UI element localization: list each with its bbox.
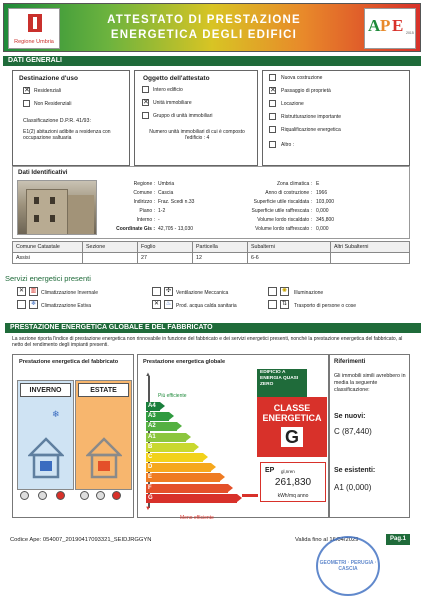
- ep-unit: kWh/mq anno: [277, 493, 309, 499]
- energy-class-bar-tip: [169, 412, 174, 420]
- energy-class-bar: D: [146, 463, 211, 472]
- estate-panel: [75, 380, 132, 490]
- house-summer-icon: [86, 437, 122, 479]
- lightbulb-icon: ✺: [281, 288, 288, 294]
- professional-stamp: [316, 536, 380, 596]
- locazione-checkbox[interactable]: [269, 100, 276, 107]
- piano-label: Piano :: [139, 208, 155, 214]
- energy-class-bar: E: [146, 473, 220, 482]
- vol-raff-value: 0,000: [316, 226, 329, 232]
- passaggio-proprieta-label: Passaggio di proprietà: [281, 88, 331, 94]
- riferimenti-panel: [329, 354, 410, 518]
- classe-label: CLASSE ENERGETICA: [262, 403, 322, 423]
- section-prestazione: PRESTAZIONE ENERGETICA GLOBALE E DEL FABBRICATO: [5, 323, 421, 333]
- motivo-box: [262, 70, 410, 166]
- non-residenziali-label: Non Residenziali: [34, 101, 72, 107]
- catasto-cell: 27: [138, 253, 193, 264]
- photo-window: [34, 215, 39, 222]
- ristrutturazione-label: Ristrutturazione importante: [281, 114, 342, 120]
- ape-year: 2015: [406, 31, 414, 35]
- ventilazione-label: Ventilazione Meccanica: [176, 290, 229, 296]
- altro-checkbox[interactable]: [269, 141, 276, 148]
- anno-value: 1966: [316, 190, 328, 196]
- sup-risc-value: 103,000: [316, 199, 335, 205]
- meno-efficiente-label: Meno efficiente: [180, 515, 214, 521]
- photo-window: [34, 197, 39, 204]
- unita-immobiliare-label: Unità immobiliare: [153, 100, 192, 106]
- catasto-header-cell: Foglio: [138, 242, 193, 253]
- photo-window: [78, 207, 83, 214]
- comune-label: Comune :: [133, 190, 155, 196]
- vol-raff-label: Volume lordo raffrescato :: [255, 226, 312, 232]
- interno-label: Interno :: [136, 217, 155, 223]
- destinazione-box: [12, 70, 130, 166]
- energy-class-bar: C: [146, 453, 203, 462]
- energy-class-bar: A3: [146, 412, 169, 421]
- fabbricato-title: Prestazione energetica del fabbricato: [19, 359, 119, 365]
- energy-class-bar-tip: [220, 473, 225, 481]
- acqua-calda-checkbox[interactable]: ✕: [153, 301, 160, 307]
- energy-class-bar: A1: [146, 433, 186, 442]
- energy-class-bar: A2: [146, 422, 177, 431]
- classe-value: G: [281, 427, 303, 447]
- snowflake-icon: ❄: [52, 409, 60, 419]
- residenziali-label: Residenziali: [34, 88, 61, 94]
- globale-title: Prestazione energetica globale: [143, 359, 226, 365]
- clima-estiva-checkbox[interactable]: [17, 300, 26, 309]
- estate-label: ESTATE: [78, 383, 129, 397]
- catasto-table: [12, 241, 410, 264]
- catasto-header-row: [13, 242, 410, 253]
- arrow-down-icon: ▼: [145, 506, 151, 512]
- classificazione-value: E1(2) abitazioni adibite a residenza con occupazione saltuaria: [23, 129, 111, 141]
- coordinate-label: Coordinate Gis :: [116, 226, 155, 232]
- sup-risc-label: Superficie utile riscaldata :: [253, 199, 312, 205]
- sup-raff-label: Superficie utile raffrescata :: [251, 208, 312, 214]
- acqua-calda-label: Prod. acqua calda sanitaria: [176, 303, 237, 309]
- energy-class-bar-tip: [194, 443, 199, 451]
- catasto-header-cell: Altri Subalterni: [331, 242, 410, 253]
- ape-logo-p: P: [380, 16, 391, 35]
- title-line-1: ATTESTATO DI PRESTAZIONE: [107, 14, 301, 26]
- ape-logo: [364, 8, 416, 49]
- smiley-sad-icon: [112, 491, 121, 500]
- classificazione-label: Classificazione D.P.R. 41/93:: [23, 118, 91, 124]
- fan-icon: ✣: [165, 288, 172, 294]
- table-row: [13, 253, 410, 264]
- clima-invernale-label: Climatizzazione Invernale: [41, 290, 98, 296]
- riqualificazione-label: Riqualificazione energetica: [281, 127, 341, 133]
- non-residenziali-checkbox[interactable]: [23, 100, 30, 107]
- energy-class-bar-tip: [228, 484, 233, 492]
- header-banner: [3, 3, 421, 52]
- nuovi-label: Se nuovi:: [334, 413, 366, 420]
- gruppo-unita-label: Gruppo di unità immobiliari: [153, 113, 213, 119]
- riferimenti-title: Riferimenti: [334, 359, 366, 365]
- region-logo-label: Regione Umbria: [14, 39, 54, 45]
- catasto-cell: Assisi: [13, 253, 83, 264]
- numero-unita-text: Numero unità immobiliari di cui è composto l'edificio :: [149, 129, 245, 141]
- trasporto-checkbox[interactable]: [268, 300, 277, 309]
- energy-class-bar: F: [146, 484, 228, 493]
- intero-edificio-label: Intero edificio: [153, 87, 183, 93]
- coordinate-value: 42,705 - 13,030: [158, 226, 194, 232]
- building-photo: [17, 180, 97, 235]
- zona-label: Zona climatica :: [276, 181, 312, 187]
- riferimenti-text: Gli immobili simili avrebbero in media la seguente classificazione:: [334, 373, 406, 393]
- trasporto-label: Trasporto di persone o cose: [294, 303, 357, 309]
- catasto-header-cell: Subalterni: [248, 242, 331, 253]
- nzeb-box: EDIFICIO A ENERGIA QUASI ZERO: [257, 369, 307, 397]
- intero-edificio-checkbox[interactable]: [142, 86, 149, 93]
- vol-risc-value: 345,800: [316, 217, 335, 223]
- comune-value: Cascia: [158, 190, 174, 196]
- energy-class-bar-tip: [203, 453, 208, 461]
- clima-estiva-label: Climatizzazione Estiva: [41, 303, 92, 309]
- tap-icon: ♨: [165, 301, 172, 307]
- servizi-title: Servizi energetici presenti: [5, 274, 91, 283]
- indirizzo-label: Indirizzo :: [133, 199, 155, 205]
- nuova-costruzione-checkbox[interactable]: [269, 74, 276, 81]
- ventilazione-checkbox[interactable]: [152, 287, 161, 296]
- regione-value: Umbria: [158, 181, 175, 187]
- sup-raff-value: 0,000: [316, 208, 329, 214]
- codice-ape: Codice Ape: 054007_20190417093321_SEIDJRGGYN: [10, 537, 152, 543]
- esistenti-value: A1 (0,000): [334, 483, 372, 492]
- energy-class-bar-tip: [211, 463, 216, 471]
- catasto-header-cell: Comune Catastale: [13, 242, 83, 253]
- photo-window: [50, 197, 55, 204]
- page-number: Pag.1: [386, 534, 410, 545]
- catasto-header-cell: Sezione: [83, 242, 138, 253]
- energy-class-bar: A4: [146, 402, 160, 411]
- inverno-panel: [17, 380, 74, 490]
- gruppo-unita-checkbox[interactable]: [142, 112, 149, 119]
- residenziali-checkbox[interactable]: ✕: [24, 87, 30, 94]
- smiley-happy-icon: [20, 491, 29, 500]
- class-pointer: [242, 494, 258, 497]
- dati-identificativi-title: Dati Identificativi: [18, 169, 68, 176]
- anno-label: Anno di costruzione :: [265, 190, 312, 196]
- esistenti-label: Se esistenti:: [334, 467, 376, 474]
- radiator-icon: ▥: [30, 288, 37, 294]
- indirizzo-value: Fraz. Scedi n.33: [158, 199, 195, 205]
- destinazione-title: Destinazione d'uso: [19, 75, 78, 82]
- catasto-cell: 12: [193, 253, 248, 264]
- nuovi-value: C (87,440): [334, 427, 372, 436]
- energy-class-bar-tip: [177, 422, 182, 430]
- smiley-happy-icon: [80, 491, 89, 500]
- inverno-label: INVERNO: [20, 383, 71, 397]
- illuminazione-label: Illuminazione: [294, 290, 324, 296]
- photo-window: [50, 215, 55, 222]
- energy-class-bar: B: [146, 443, 194, 452]
- altro-label: Altro :: [281, 142, 295, 148]
- ep-value: 261,830: [274, 477, 312, 488]
- oggetto-title: Oggetto dell'attestato: [143, 75, 210, 82]
- ape-logo-a: A: [368, 16, 381, 35]
- ep-subscript: gl,nren: [281, 469, 295, 474]
- house-winter-icon: [28, 437, 64, 479]
- smiley-sad-icon: [56, 491, 65, 500]
- unita-immobiliare-checkbox[interactable]: ✕: [143, 99, 149, 106]
- validita: Valida fino al 16/04/2029: [295, 537, 359, 543]
- prestazione-description: La sezione riporta l'indice di prestazione energetica non rinnovabile in funzione del fabbricato e dei servizi energetici presenti, nonché la prestazione energetica del fabbricato, al netto del rendimento degli impianti presenti.: [12, 336, 403, 348]
- numero-unita-value: 4: [206, 135, 210, 141]
- arrow-up-icon: ▲: [145, 372, 151, 378]
- catasto-cell: [83, 253, 138, 264]
- stamp-text: GEOMETRI · PERUGIA · CASCIA: [319, 560, 377, 572]
- nuova-costruzione-label: Nuova costruzione: [281, 75, 323, 81]
- energy-class-bar-tip: [186, 433, 191, 441]
- ape-logo-e: E: [392, 16, 404, 35]
- region-logo: [8, 8, 60, 49]
- catasto-cell: [331, 253, 410, 264]
- piano-value: 1-2: [158, 208, 166, 214]
- section-dati-generali: DATI GENERALI: [3, 56, 421, 66]
- locazione-label: Locazione: [281, 101, 304, 107]
- catasto-header-cell: Particella: [193, 242, 248, 253]
- smiley-neutral-icon: [38, 491, 47, 500]
- region-crest-icon: [28, 14, 42, 32]
- document-title: [74, 13, 334, 43]
- smiley-neutral-icon: [96, 491, 105, 500]
- energy-class-bar-tip: [237, 494, 242, 502]
- catasto-cell: 6-6: [248, 253, 331, 264]
- snowflake-icon: ❄: [30, 301, 37, 307]
- vol-risc-label: Volume lordo riscaldato :: [257, 217, 312, 223]
- ep-label: EP: [265, 467, 275, 474]
- regione-label: Regione :: [133, 181, 155, 187]
- illuminazione-checkbox[interactable]: [268, 287, 277, 296]
- zona-value: E: [316, 181, 320, 187]
- elevator-icon: ⇅: [281, 301, 288, 307]
- ep-box: [260, 462, 326, 502]
- energy-class-bar: G: [146, 494, 237, 503]
- interno-value: -: [158, 217, 160, 223]
- clima-invernale-checkbox[interactable]: ✕: [18, 288, 25, 294]
- numero-unita-label: [141, 129, 253, 141]
- ristrutturazione-checkbox[interactable]: [269, 113, 276, 120]
- piu-efficiente-label: Più efficiente: [158, 393, 187, 399]
- title-line-2: ENERGETICA DEGLI EDIFICI: [110, 29, 298, 41]
- oggetto-box: [134, 70, 258, 166]
- energy-class-bar-tip: [160, 402, 165, 410]
- riqualificazione-checkbox[interactable]: [269, 126, 276, 133]
- passaggio-proprieta-checkbox[interactable]: ✕: [270, 87, 276, 94]
- classe-energetica-box: [257, 397, 327, 457]
